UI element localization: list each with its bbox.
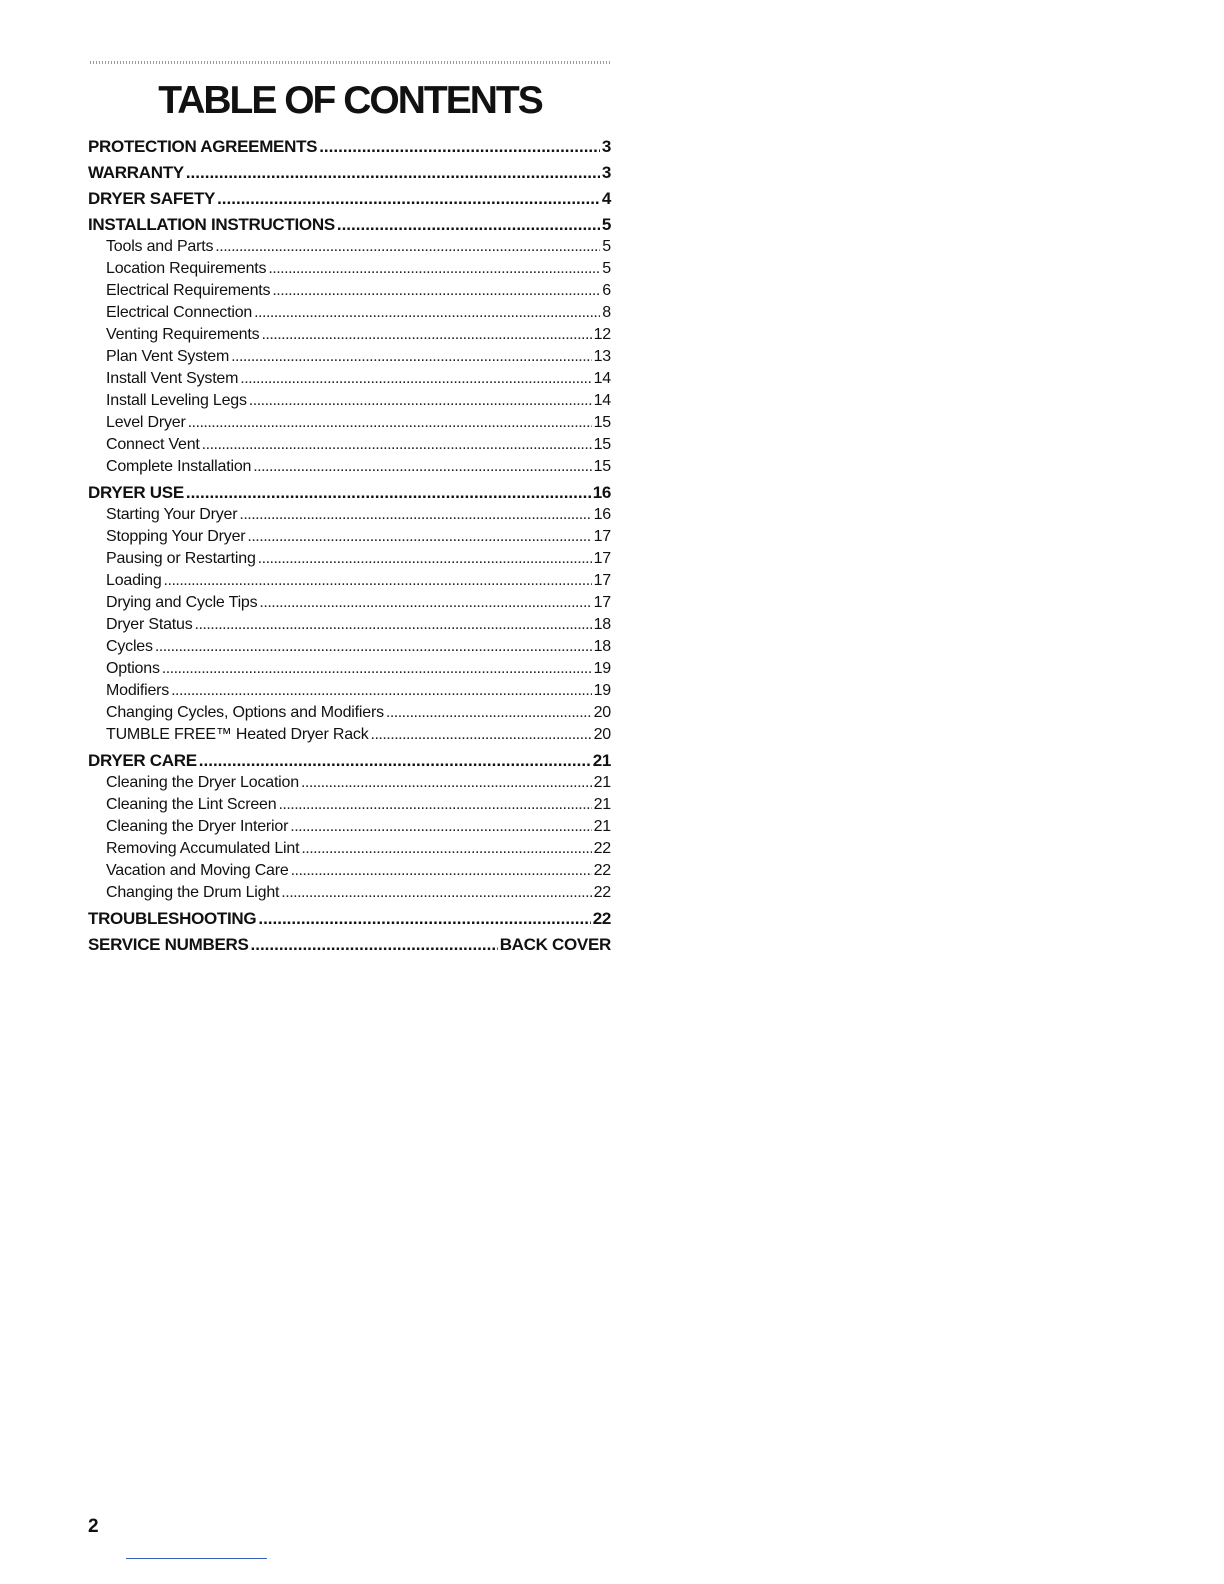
toc-section-dryer-use[interactable] [88, 482, 611, 504]
dot-leader [162, 658, 592, 680]
toc-page-number: 21 [593, 796, 611, 813]
toc-page-number: 17 [593, 550, 611, 567]
toc-page-number: 18 [593, 638, 611, 655]
toc-page-number: 5 [602, 238, 611, 255]
toc-page-number: 15 [593, 436, 611, 453]
toc-section-troubleshooting[interactable] [88, 908, 611, 930]
toc-page-number: 19 [593, 660, 611, 677]
toc-page-number: 19 [593, 682, 611, 699]
toc-item-install-vent-system[interactable] [88, 368, 611, 390]
dot-leader [217, 188, 600, 210]
toc-item-label: Electrical Requirements [106, 282, 271, 299]
dot-leader [337, 214, 600, 236]
toc-item-label: Electrical Connection [106, 304, 253, 321]
toc-page-number: 5 [602, 260, 611, 277]
toc-item-label: Modifiers [106, 682, 170, 699]
dot-leader [261, 324, 591, 346]
toc-section-dryer-care[interactable] [88, 750, 611, 772]
toc-item-label: Cleaning the Lint Screen [106, 796, 277, 813]
toc-section-protection-agreements[interactable] [88, 136, 611, 158]
toc-page-number: 21 [593, 774, 611, 791]
dot-leader [186, 162, 600, 184]
toc-page-number: 14 [593, 392, 611, 409]
toc-section-label: TROUBLESHOOTING [88, 909, 257, 928]
dot-leader [301, 772, 592, 794]
toc-page-number: 21 [592, 751, 611, 770]
toc-item-cycles[interactable] [88, 636, 611, 658]
dot-leader [231, 346, 592, 368]
toc-page-number: 22 [593, 862, 611, 879]
toc-page-number: 20 [593, 704, 611, 721]
toc-item-label: Cycles [106, 638, 153, 655]
toc-section-label: WARRANTY [88, 163, 184, 182]
toc-section-service-numbers[interactable] [88, 934, 611, 956]
toc-section-label: DRYER USE [88, 483, 184, 502]
toc-page-number: 15 [593, 458, 611, 475]
table-of-contents [88, 136, 611, 956]
toc-item-label: Complete Installation [106, 458, 252, 475]
dot-leader [386, 702, 592, 724]
dot-leader [155, 636, 592, 658]
dot-leader [188, 412, 592, 434]
toc-item-complete-installation[interactable] [88, 456, 611, 478]
dot-leader [258, 908, 590, 930]
toc-item-stopping-your-dryer[interactable] [88, 526, 611, 548]
dot-leader [249, 390, 592, 412]
toc-item-label: Drying and Cycle Tips [106, 594, 258, 611]
toc-item-location-requirements[interactable] [88, 258, 611, 280]
toc-page-number: 14 [593, 370, 611, 387]
toc-page-number: 20 [593, 726, 611, 743]
dot-leader [319, 136, 600, 158]
toc-page-number: 22 [593, 884, 611, 901]
toc-item-options[interactable] [88, 658, 611, 680]
dot-leader [199, 750, 591, 772]
toc-page-number: 5 [601, 215, 611, 234]
toc-item-label: Vacation and Moving Care [106, 862, 289, 879]
toc-section-installation-instructions[interactable] [88, 214, 611, 236]
dot-leader [290, 816, 591, 838]
toc-item-label: Options [106, 660, 160, 677]
toc-item-label: Loading [106, 572, 162, 589]
toc-page-number: 4 [601, 189, 611, 208]
toc-item-cleaning-the-dryer-location[interactable] [88, 772, 611, 794]
toc-item-vacation-and-moving-care[interactable] [88, 860, 611, 882]
toc-section-label: SERVICE NUMBERS [88, 935, 249, 954]
toc-item-label: Location Requirements [106, 260, 267, 277]
toc-page-number: 3 [601, 137, 611, 156]
toc-item-electrical-requirements[interactable] [88, 280, 611, 302]
toc-item-label: Install Vent System [106, 370, 239, 387]
toc-item-dryer-status[interactable] [88, 614, 611, 636]
dot-leader [215, 236, 600, 258]
toc-item-label: Plan Vent System [106, 348, 230, 365]
toc-item-label: Stopping Your Dryer [106, 528, 246, 545]
toc-page-number: 22 [593, 840, 611, 857]
toc-page-number: 15 [593, 414, 611, 431]
dot-leader [164, 570, 592, 592]
toc-item-label: Connect Vent [106, 436, 200, 453]
toc-page-number: 16 [593, 506, 611, 523]
toc-item-label: Level Dryer [106, 414, 186, 431]
toc-page-number: 17 [593, 572, 611, 589]
toc-item-level-dryer[interactable] [88, 412, 611, 434]
toc-item-cleaning-the-dryer-interior[interactable] [88, 816, 611, 838]
toc-item-plan-vent-system[interactable] [88, 346, 611, 368]
toc-item-label: Cleaning the Dryer Interior [106, 818, 289, 835]
toc-item-label: Changing Cycles, Options and Modifiers [106, 704, 384, 721]
toc-item-connect-vent[interactable] [88, 434, 611, 456]
toc-item-electrical-connection[interactable] [88, 302, 611, 324]
toc-page-number: 17 [593, 528, 611, 545]
toc-item-changing-cycles-options-and-modifiers[interactable] [88, 702, 611, 724]
toc-item-label: Tools and Parts [106, 238, 214, 255]
dot-leader [253, 456, 591, 478]
toc-item-starting-your-dryer[interactable] [88, 504, 611, 526]
dot-leader [195, 614, 592, 636]
toc-item-label: Cleaning the Dryer Location [106, 774, 299, 791]
toc-page-number: 21 [593, 818, 611, 835]
toc-item-label: Pausing or Restarting [106, 550, 256, 567]
toc-page-number: 3 [601, 163, 611, 182]
toc-section-label: INSTALLATION INSTRUCTIONS [88, 215, 335, 234]
toc-page-number: 8 [602, 304, 611, 321]
toc-item-label: Changing the Drum Light [106, 884, 280, 901]
toc-item-label: Dryer Status [106, 616, 193, 633]
dot-leader [240, 368, 591, 390]
toc-item-label: Removing Accumulated Lint [106, 840, 300, 857]
toc-item-label: Install Leveling Legs [106, 392, 247, 409]
dot-leader [278, 794, 591, 816]
page-number: 2 [88, 1516, 99, 1537]
bottom-rule [126, 1558, 267, 1559]
toc-section-label: DRYER CARE [88, 751, 197, 770]
toc-section-label: DRYER SAFETY [88, 189, 216, 208]
dot-leader [291, 860, 592, 882]
toc-item-tumble-free-heated-dryer-rack[interactable] [88, 724, 611, 746]
toc-page-number: 17 [593, 594, 611, 611]
toc-item-pausing-or-restarting[interactable] [88, 548, 611, 570]
toc-page-number: 22 [592, 909, 611, 928]
toc-item-label: TUMBLE FREE™ Heated Dryer Rack [106, 726, 369, 743]
dot-leader [186, 482, 591, 504]
dot-leader [301, 838, 591, 860]
dot-leader [371, 724, 592, 746]
page-title: TABLE OF CONTENTS [158, 79, 542, 122]
dot-leader [239, 504, 591, 526]
toc-item-removing-accumulated-lint[interactable] [88, 838, 611, 860]
dot-leader [247, 526, 591, 548]
toc-section-warranty[interactable] [88, 162, 611, 184]
toc-page-number: 12 [593, 326, 611, 343]
dot-leader [272, 280, 600, 302]
toc-section-dryer-safety[interactable] [88, 188, 611, 210]
toc-item-tools-and-parts[interactable] [88, 236, 611, 258]
dot-leader [202, 434, 592, 456]
toc-item-modifiers[interactable] [88, 680, 611, 702]
toc-page-number: 13 [593, 348, 611, 365]
dot-leader [259, 592, 591, 614]
toc-item-drying-and-cycle-tips[interactable] [88, 592, 611, 614]
dot-leader [254, 302, 600, 324]
toc-page-number: BACK COVER [499, 935, 611, 954]
toc-item-label: Venting Requirements [106, 326, 260, 343]
top-dotted-rule [90, 61, 610, 64]
dot-leader [251, 934, 498, 956]
toc-item-venting-requirements[interactable] [88, 324, 611, 346]
toc-item-changing-the-drum-light[interactable] [88, 882, 611, 904]
toc-page-number: 18 [593, 616, 611, 633]
dot-leader [171, 680, 591, 702]
toc-item-install-leveling-legs[interactable] [88, 390, 611, 412]
toc-item-label: Starting Your Dryer [106, 506, 238, 523]
dot-leader [268, 258, 600, 280]
toc-item-cleaning-the-lint-screen[interactable] [88, 794, 611, 816]
dot-leader [258, 548, 592, 570]
toc-page-number: 6 [602, 282, 611, 299]
toc-item-loading[interactable] [88, 570, 611, 592]
dot-leader [281, 882, 591, 904]
toc-section-label: PROTECTION AGREEMENTS [88, 137, 318, 156]
toc-page-number: 16 [592, 483, 611, 502]
